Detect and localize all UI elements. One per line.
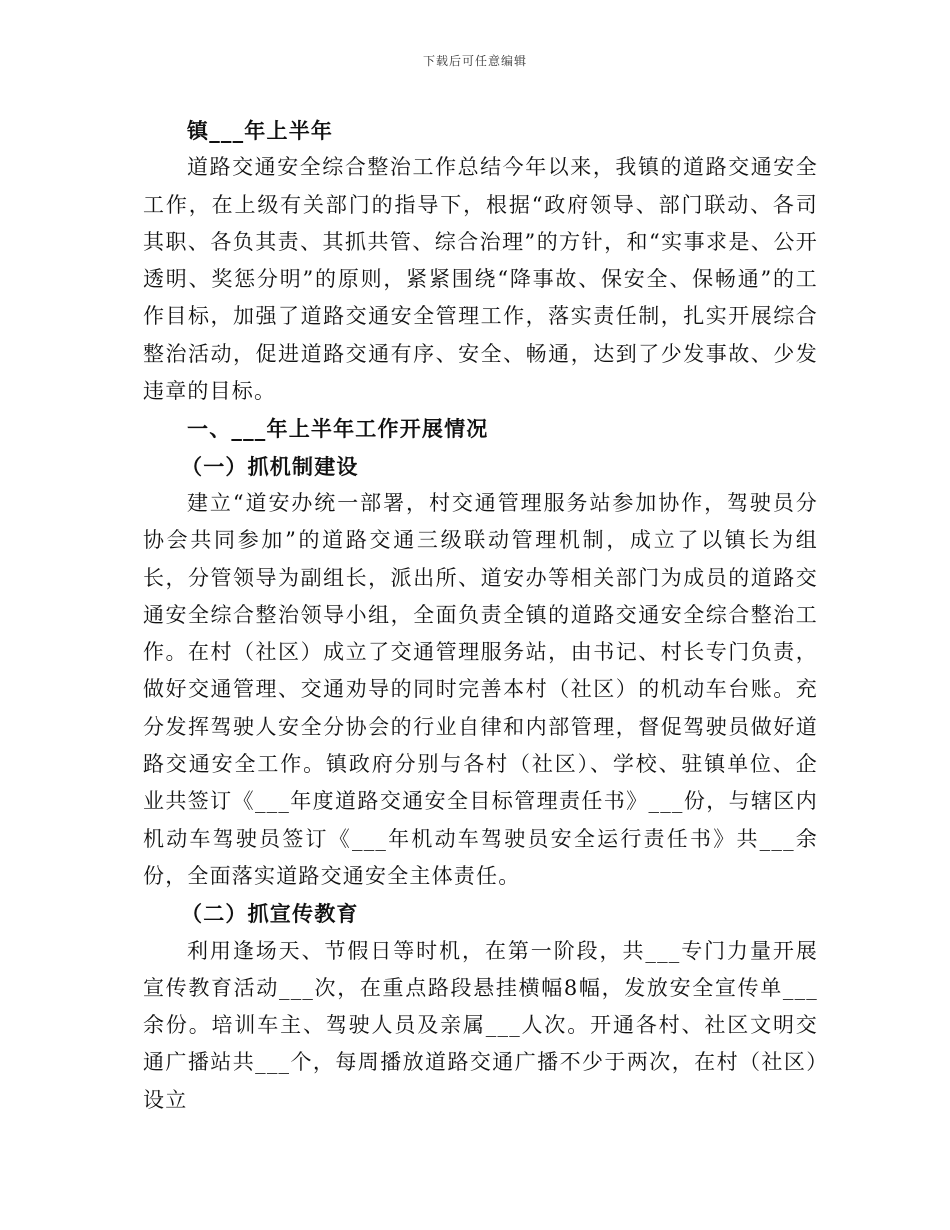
subsection-1-paragraph: 建立“道安办统一部署，村交通管理服务站参加协作，驾驶员分协会共同参加”的道路交通三级联动管理机制，成立了以镇长为组长，分管领导为副组长，派出所、道安办等相关部门为成员的道路交通安全综合整治领导小组，全面负责全镇的道路交通安全综合整治工作。在村（社区）成立了交通管理服务站，由书记、村长专门负责，做好交通管理、交通劝导的同时完善本村（社区）的机动车台账。充分发挥驾驶人安全分协会的行业自律和内部管理，督促驾驶员做好道路交通安全工作。镇政府分别与各村（社区）、学校、驻镇单位、企业共签订《___年度道路交通安全目标管理责任书》___份，与辖区内机动车驾驶员签订《___年机动车驾驶员安全运行责任书》共___余份，全面落实道路交通安全主体责任。 <box>143 490 818 888</box>
intro-paragraph: 道路交通安全综合整治工作总结今年以来，我镇的道路交通安全工作，在上级有关部门的指导下，根据“政府领导、部门联动、各司其职、各负其责、其抓共管、综合治理”的方针，和“实事求是、公开透明、奖惩分明”的原则，紧紧围绕“降事故、保安全、保畅通”的工作目标，加强了道路交通安全管理工作，落实责任制，扎实开展综合整治活动，促进道路交通有序、安全、畅通，达到了少发事故、少发违章的目标。 <box>143 155 818 404</box>
subsection-2-paragraph: 利用逢场天、节假日等时机，在第一阶段，共___专门力量开展宣传教育活动___次，在重点路段悬挂横幅8幅，发放安全宣传单___余份。培训车主、驾驶人员及亲属___人次。开通各村、社区文明交通广播站共___个，每周播放道路交通广播不少于两次，在村（社区）设立 <box>143 938 818 1112</box>
subsection-1-heading: （一）抓机制建设 <box>181 453 359 479</box>
document-title: 镇___年上半年 <box>187 118 334 143</box>
section-1-heading: 一、___年上半年工作开展情况 <box>187 416 489 442</box>
subsection-2-heading: （二）抓宣传教育 <box>181 901 359 927</box>
page-header: 下载后可任意编辑 <box>422 54 527 68</box>
document-body <box>143 112 818 1119</box>
